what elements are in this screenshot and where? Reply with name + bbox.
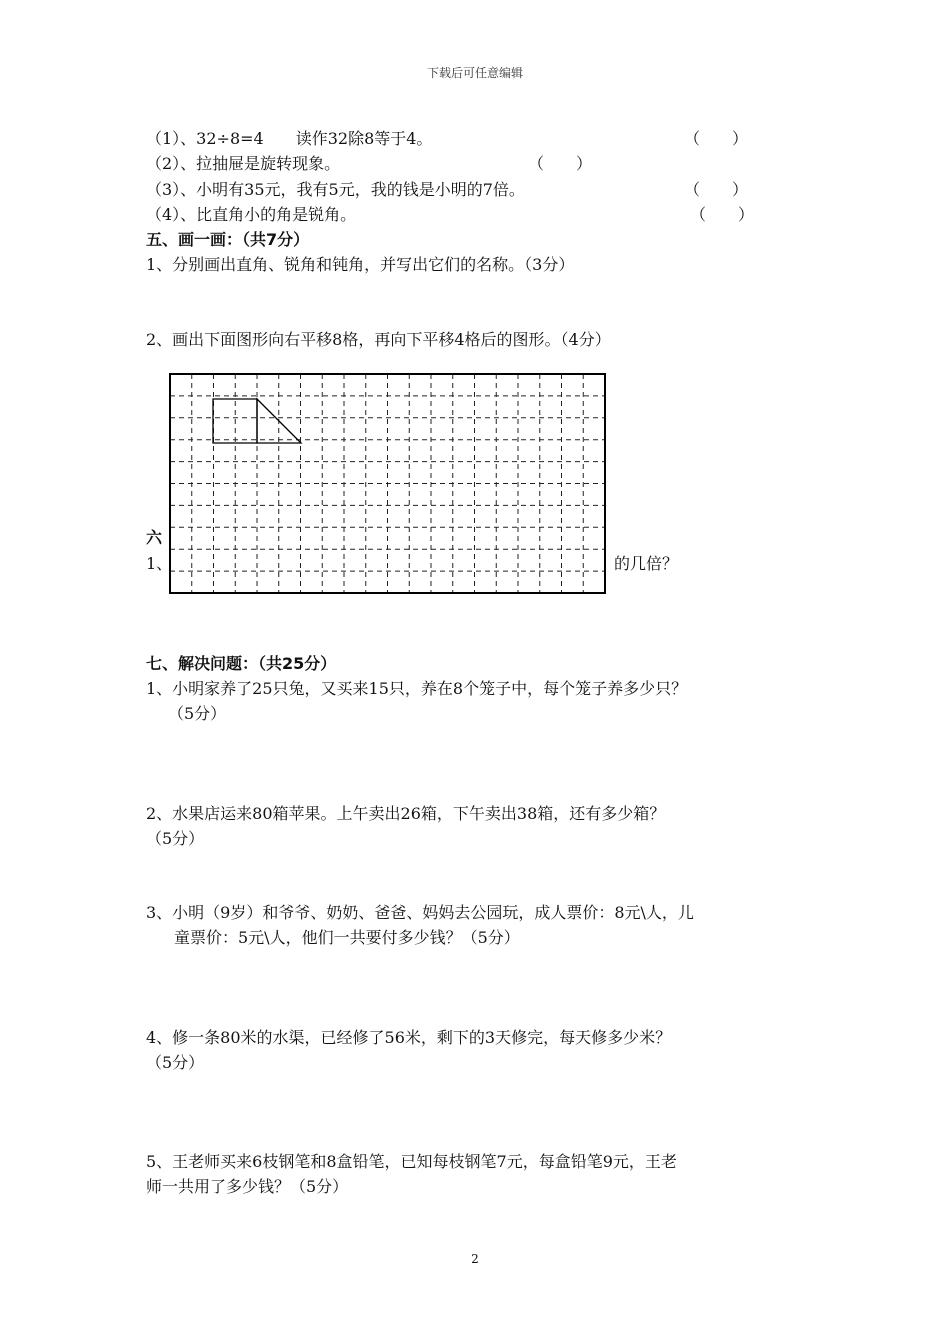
grid-lines <box>170 374 605 593</box>
section-7-question-3-cont: 童票价：5元\人，他们一共要付多少钱？（5分） <box>174 928 520 947</box>
page-number: 2 <box>471 1252 479 1266</box>
section-5-title: 五、画一画：（共7分） <box>146 230 310 249</box>
translation-grid <box>169 373 607 595</box>
section-7-question-4-score: （5分） <box>146 1053 205 1072</box>
section-7-question-2: 2、水果店运来80箱苹果。上午卖出26箱，下午卖出38箱，还有多少箱？ <box>146 804 666 823</box>
section-7-title: 七、解决问题：（共25分） <box>146 654 337 673</box>
judge-item-1: （1）、32÷8=4 读作32除8等于4。 <box>146 129 433 148</box>
section-6-question-1-fragment: 1、 <box>146 554 173 573</box>
section-7-question-3: 3、小明（9岁）和爷爷、奶奶、爸爸、妈妈去公园玩，成人票价：8元\人，儿 <box>146 903 694 922</box>
section-5-question-1: 1、分别画出直角、锐角和钝角，并写出它们的名称。（3分） <box>146 255 575 274</box>
judge-answer-2: （ ） <box>528 154 593 173</box>
section-7-question-2-score: （5分） <box>146 829 205 848</box>
section-7-question-4: 4、修一条80米的水渠，已经修了56米，剩下的3天修完，每天修多少米？ <box>146 1028 672 1047</box>
section-7-question-5: 5、王老师买来6枝钢笔和8盒铅笔，已知每枝钢笔7元，每盒铅笔9元，王老 <box>146 1152 677 1171</box>
judge-item-3: （3）、小明有35元，我有5元，我的钱是小明的7倍。 <box>146 180 525 199</box>
judge-item-2: （2）、拉抽屉是旋转现象。 <box>146 154 341 173</box>
section-6-title-fragment: 六 <box>146 528 163 547</box>
section-7-question-5-cont: 师一共用了多少钱？（5分） <box>146 1177 349 1196</box>
section-6-question-1-tail: 的几倍？ <box>614 554 679 573</box>
judge-answer-4: （ ） <box>690 205 755 224</box>
judge-answer-1: （ ） <box>684 129 749 148</box>
section-5-question-2: 2、画出下面图形向右平移8格，再向下平移4格后的图形。（4分） <box>146 330 611 349</box>
judge-item-4: （4）、比直角小的角是锐角。 <box>146 205 357 224</box>
section-7-question-1-score: （5分） <box>168 704 227 723</box>
page-header: 下载后可任意编辑 <box>426 66 523 80</box>
section-7-question-1: 1、小明家养了25只兔，又买来15只，养在8个笼子中，每个笼子养多少只？ <box>146 679 688 698</box>
judge-answer-3: （ ） <box>684 180 749 199</box>
